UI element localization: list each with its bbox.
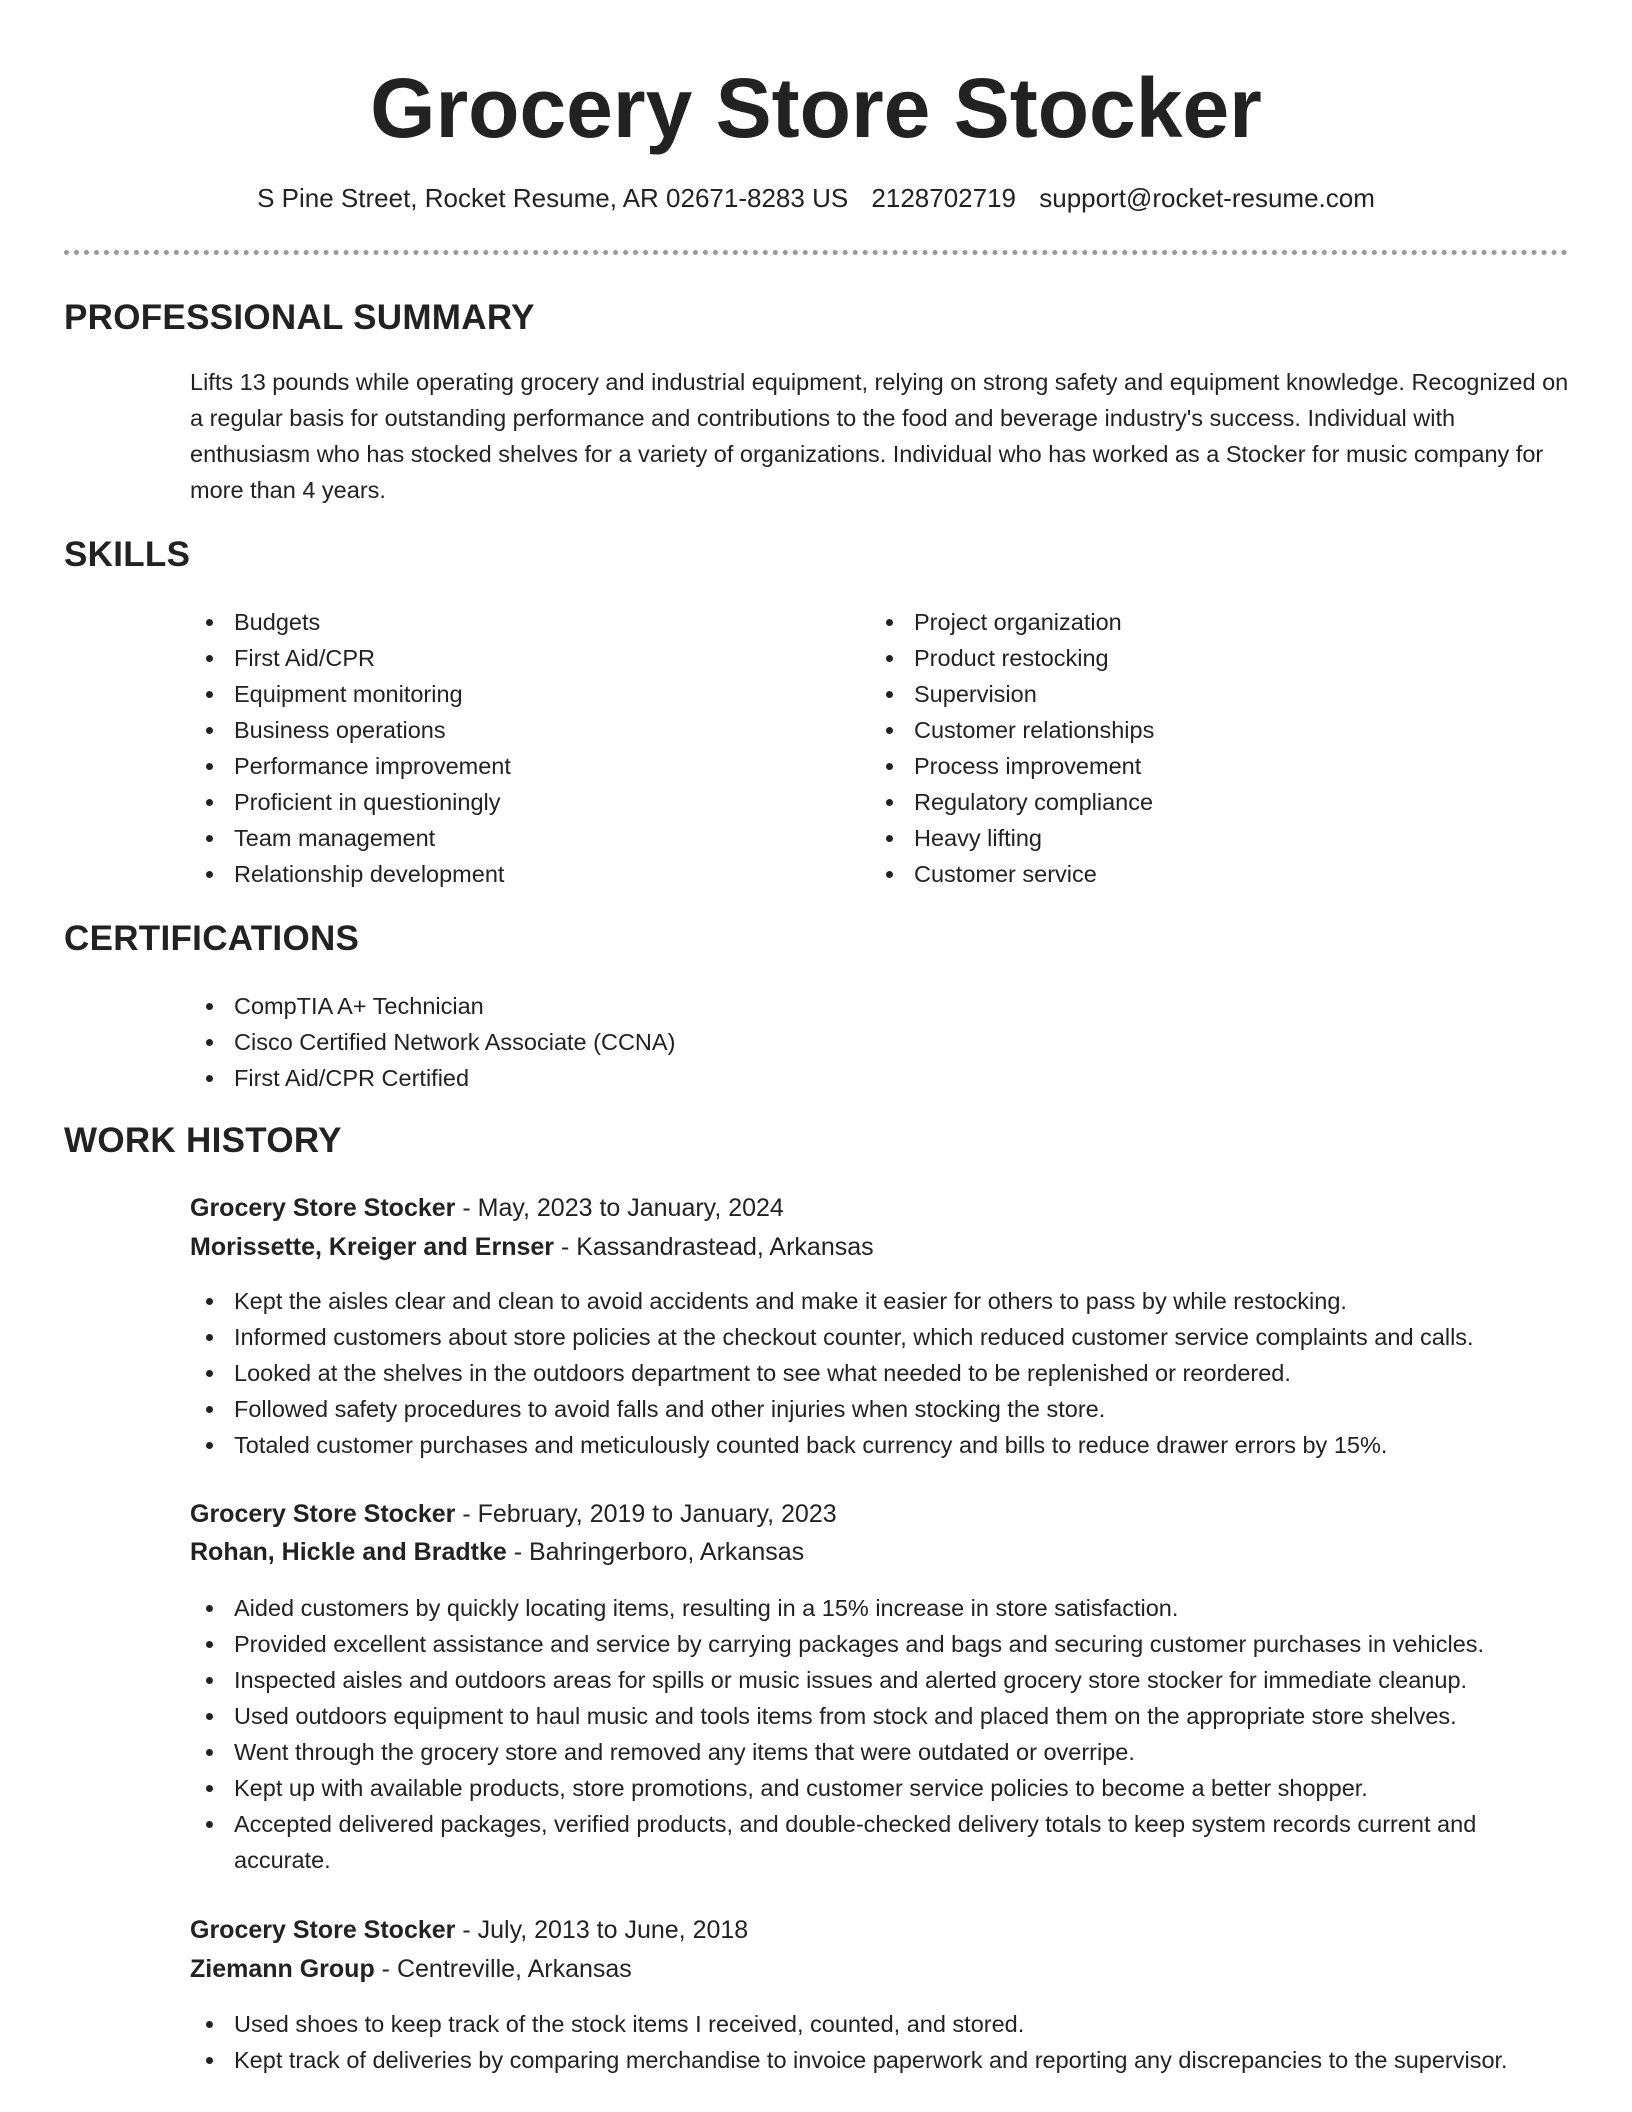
job-location: - Centreville, Arkansas: [374, 1955, 632, 1983]
skill-item: Performance improvement: [190, 748, 830, 784]
job-location: - Bahringerboro, Arkansas: [506, 1538, 805, 1566]
skill-item: Relationship development: [190, 856, 830, 892]
job-title: Grocery Store Stocker: [190, 1500, 456, 1528]
skill-item: Customer service: [870, 856, 1550, 892]
certification-item: First Aid/CPR Certified: [190, 1060, 1570, 1096]
job-company: Rohan, Hickle and Bradtke: [190, 1538, 507, 1566]
certification-item: CompTIA A+ Technician: [190, 988, 1570, 1024]
skill-item: First Aid/CPR: [190, 640, 830, 676]
skill-item: Budgets: [190, 604, 830, 640]
job-title-line: [190, 1189, 784, 1227]
job-duty: Looked at the shelves in the outdoors department to see what needed to be replenished or reordered.: [190, 1355, 1570, 1391]
skill-item: Business operations: [190, 712, 830, 748]
skill-item: Team management: [190, 820, 830, 856]
skill-item: Process improvement: [870, 748, 1550, 784]
job-title: Grocery Store Stocker: [190, 1194, 456, 1222]
skills-column-right: [870, 604, 1550, 892]
job-company-line: [190, 1228, 874, 1266]
job-duty: Aided customers by quickly locating items, resulting in a 15% increase in store satisfaction.: [190, 1590, 1570, 1626]
header-divider: [64, 250, 1568, 255]
job-title: Grocery Store Stocker: [190, 1916, 456, 1944]
job-duties: [190, 2006, 1570, 2078]
skill-item: Equipment monitoring: [190, 676, 830, 712]
job-company-line: [190, 1950, 632, 1988]
job-duty: Accepted delivered packages, verified products, and double-checked delivery totals to keep system records current and accurate.: [190, 1806, 1570, 1878]
certification-item: Cisco Certified Network Associate (CCNA): [190, 1024, 1570, 1060]
job-title-line: [190, 1495, 837, 1533]
certifications-heading: CERTIFICATIONS: [64, 919, 360, 958]
skill-item: Regulatory compliance: [870, 784, 1550, 820]
job-duty: Inspected aisles and outdoors areas for spills or music issues and alerted grocery store stocker for immediate cleanup.: [190, 1662, 1570, 1698]
job-duties: [190, 1590, 1570, 1878]
certifications-list: [190, 988, 1570, 1096]
contact-line: [0, 180, 1632, 216]
job-duty: Kept up with available products, store promotions, and customer service policies to become a better shopper.: [190, 1770, 1570, 1806]
job-duty: Kept track of deliveries by comparing merchandise to invoice paperwork and reporting any discrepancies to the supervisor.: [190, 2042, 1570, 2078]
job-title-line: [190, 1911, 748, 1949]
skill-item: Project organization: [870, 604, 1550, 640]
job-company: Morissette, Kreiger and Ernser: [190, 1233, 555, 1261]
job-duty: Used outdoors equipment to haul music and tools items from stock and placed them on the appropriate store shelves.: [190, 1698, 1570, 1734]
job-dates: - May, 2023 to January, 2024: [455, 1194, 784, 1222]
job-duty: Totaled customer purchases and meticulously counted back currency and bills to reduce drawer errors by 15%.: [190, 1427, 1570, 1463]
skills-column-left: [190, 604, 830, 892]
job-duty: Used shoes to keep track of the stock items I received, counted, and stored.: [190, 2006, 1570, 2042]
job-company-line: [190, 1533, 804, 1571]
skill-item: Supervision: [870, 676, 1550, 712]
summary-heading: PROFESSIONAL SUMMARY: [64, 298, 535, 337]
resume-title: Grocery Store Stocker: [370, 61, 1262, 155]
job-duty: Kept the aisles clear and clean to avoid accidents and make it easier for others to pass by while restocking.: [190, 1283, 1570, 1319]
skill-item: Product restocking: [870, 640, 1550, 676]
skill-item: Heavy lifting: [870, 820, 1550, 856]
job-dates: - February, 2019 to January, 2023: [455, 1500, 837, 1528]
skill-item: Customer relationships: [870, 712, 1550, 748]
job-duty: Went through the grocery store and removed any items that were outdated or overripe.: [190, 1734, 1570, 1770]
job-duty: Followed safety procedures to avoid falls and other injuries when stocking the store.: [190, 1391, 1570, 1427]
skill-item: Proficient in questioningly: [190, 784, 830, 820]
job-duties: [190, 1283, 1570, 1463]
summary-text: Lifts 13 pounds while operating grocery and industrial equipment, relying on strong safety and equipment knowledge. Recognized on a regular basis for outstanding performance and contributions to the food and beverage industry's success. Individual with enthusiasm who has stocked shelves for a variety of organizations. Individual who has worked as a Stocker for music company for more than 4 years.: [190, 369, 1569, 503]
contact-address: S Pine Street, Rocket Resume, AR 02671-8283 US: [257, 183, 849, 213]
job-location: - Kassandrastead, Arkansas: [554, 1233, 874, 1261]
skills-heading: SKILLS: [64, 535, 191, 574]
job-duty: Informed customers about store policies at the checkout counter, which reduced customer service complaints and calls.: [190, 1319, 1570, 1355]
work-history-heading: WORK HISTORY: [64, 1121, 342, 1160]
job-dates: - July, 2013 to June, 2018: [455, 1916, 749, 1944]
contact-email[interactable]: support@rocket-resume.com: [1039, 183, 1375, 213]
job-company: Ziemann Group: [190, 1955, 375, 1983]
job-duty: Provided excellent assistance and service by carrying packages and bags and securing customer purchases in vehicles.: [190, 1626, 1570, 1662]
contact-phone[interactable]: 2128702719: [871, 183, 1017, 213]
